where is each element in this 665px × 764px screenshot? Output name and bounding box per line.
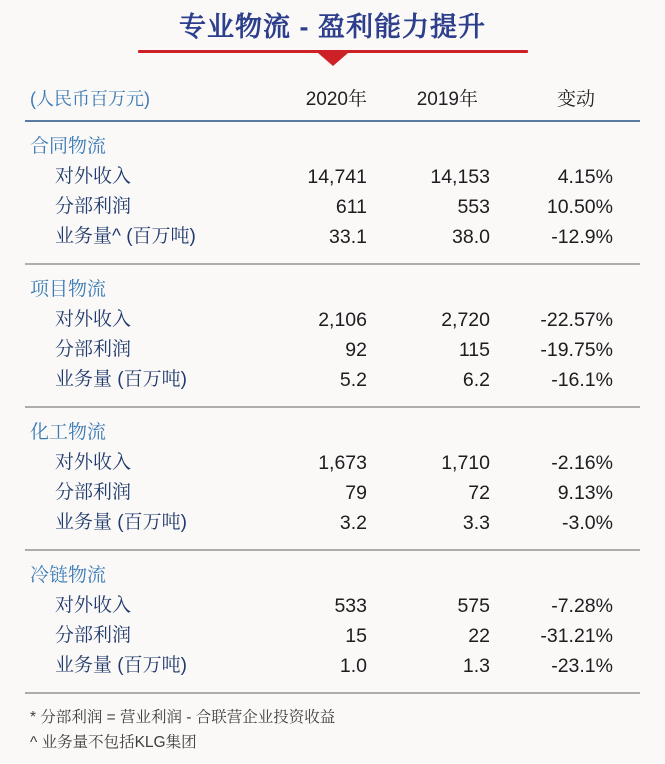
financial-table — [25, 66, 640, 694]
value-2020: 3.2 — [339, 512, 367, 534]
value-change: -31.21% — [540, 625, 613, 647]
value-change: -23.1% — [551, 655, 613, 677]
value-change: 4.15% — [557, 166, 613, 188]
value-2019: 2,720 — [441, 309, 490, 331]
value-2019: 6.2 — [462, 369, 490, 391]
slide-title: 专业物流 - 盈利能力提升 — [179, 12, 486, 42]
value-change: -19.75% — [540, 339, 613, 361]
section-title: 合同物流 — [30, 136, 107, 157]
value-2019: 553 — [457, 196, 490, 218]
value-change: 10.50% — [546, 196, 613, 218]
row-label: 分部利润 — [55, 625, 132, 646]
section-cold-chain-logistics — [25, 551, 640, 694]
row-label: 业务量 (百万吨) — [55, 655, 187, 676]
value-2019: 115 — [458, 339, 490, 361]
value-2020: 79 — [345, 482, 367, 504]
value-2020: 33.1 — [329, 226, 367, 248]
footnote-volume-klg: ^ 业务量不包括KLG集团 — [30, 734, 197, 751]
value-2020: 15 — [345, 625, 367, 647]
table-row — [25, 192, 640, 222]
row-label: 对外收入 — [55, 166, 132, 187]
table-row — [25, 365, 640, 395]
table-row — [25, 621, 640, 651]
value-2020: 5.2 — [339, 369, 367, 391]
footnotes — [0, 694, 665, 755]
value-change: 9.13% — [557, 482, 613, 504]
value-2020: 1,673 — [318, 452, 367, 474]
footnote-segment-profit: * 分部利润 = 营业利润 - 合联营企业投资收益 — [30, 709, 336, 726]
section-project-logistics — [25, 265, 640, 408]
section-contract-logistics — [25, 122, 640, 265]
value-2019: 1.3 — [462, 655, 490, 677]
table-header-row — [25, 66, 640, 122]
value-2019: 72 — [468, 482, 490, 504]
table-row — [25, 335, 640, 365]
table-row — [25, 591, 640, 621]
down-arrow-icon — [318, 53, 348, 66]
column-header-change: 变动 — [556, 89, 595, 110]
table-row — [25, 305, 640, 335]
table-row — [25, 478, 640, 508]
column-header-2019: 2019年 — [416, 89, 478, 110]
row-label: 分部利润 — [55, 339, 132, 360]
value-2019: 3.3 — [462, 512, 490, 534]
value-2020: 1.0 — [339, 655, 367, 677]
value-2019: 22 — [468, 625, 490, 647]
row-label: 业务量 (百万吨) — [55, 369, 187, 390]
value-change: -3.0% — [562, 512, 613, 534]
column-header-2020: 2020年 — [305, 89, 367, 110]
section-chemical-logistics — [25, 408, 640, 551]
value-change: -2.16% — [551, 452, 613, 474]
value-2020: 533 — [334, 595, 367, 617]
section-title: 项目物流 — [30, 279, 107, 300]
value-change: -16.1% — [551, 369, 613, 391]
value-2020: 611 — [335, 196, 367, 218]
table-row — [25, 508, 640, 538]
value-2020: 2,106 — [318, 309, 367, 331]
row-label: 分部利润 — [55, 482, 132, 503]
row-label: 业务量^ (百万吨) — [55, 226, 196, 247]
section-title: 化工物流 — [30, 422, 107, 443]
currency-unit-label: (人民币百万元) — [30, 89, 150, 109]
row-label: 业务量 (百万吨) — [55, 512, 187, 533]
value-2019: 14,153 — [430, 166, 490, 188]
section-title: 冷链物流 — [30, 565, 107, 586]
value-2019: 1,710 — [441, 452, 490, 474]
row-label: 对外收入 — [55, 595, 132, 616]
value-change: -12.9% — [551, 226, 613, 248]
value-2019: 575 — [457, 595, 490, 617]
value-change: -22.57% — [540, 309, 613, 331]
table-row — [25, 448, 640, 478]
table-row — [25, 222, 640, 252]
row-label: 对外收入 — [55, 309, 132, 330]
value-change: -7.28% — [551, 595, 613, 617]
value-2020: 14,741 — [307, 166, 367, 188]
row-label: 对外收入 — [55, 452, 132, 473]
table-row — [25, 651, 640, 681]
table-row — [25, 162, 640, 192]
value-2020: 92 — [345, 339, 367, 361]
value-2019: 38.0 — [452, 226, 490, 248]
title-underline — [138, 50, 528, 66]
row-label: 分部利润 — [55, 196, 132, 217]
